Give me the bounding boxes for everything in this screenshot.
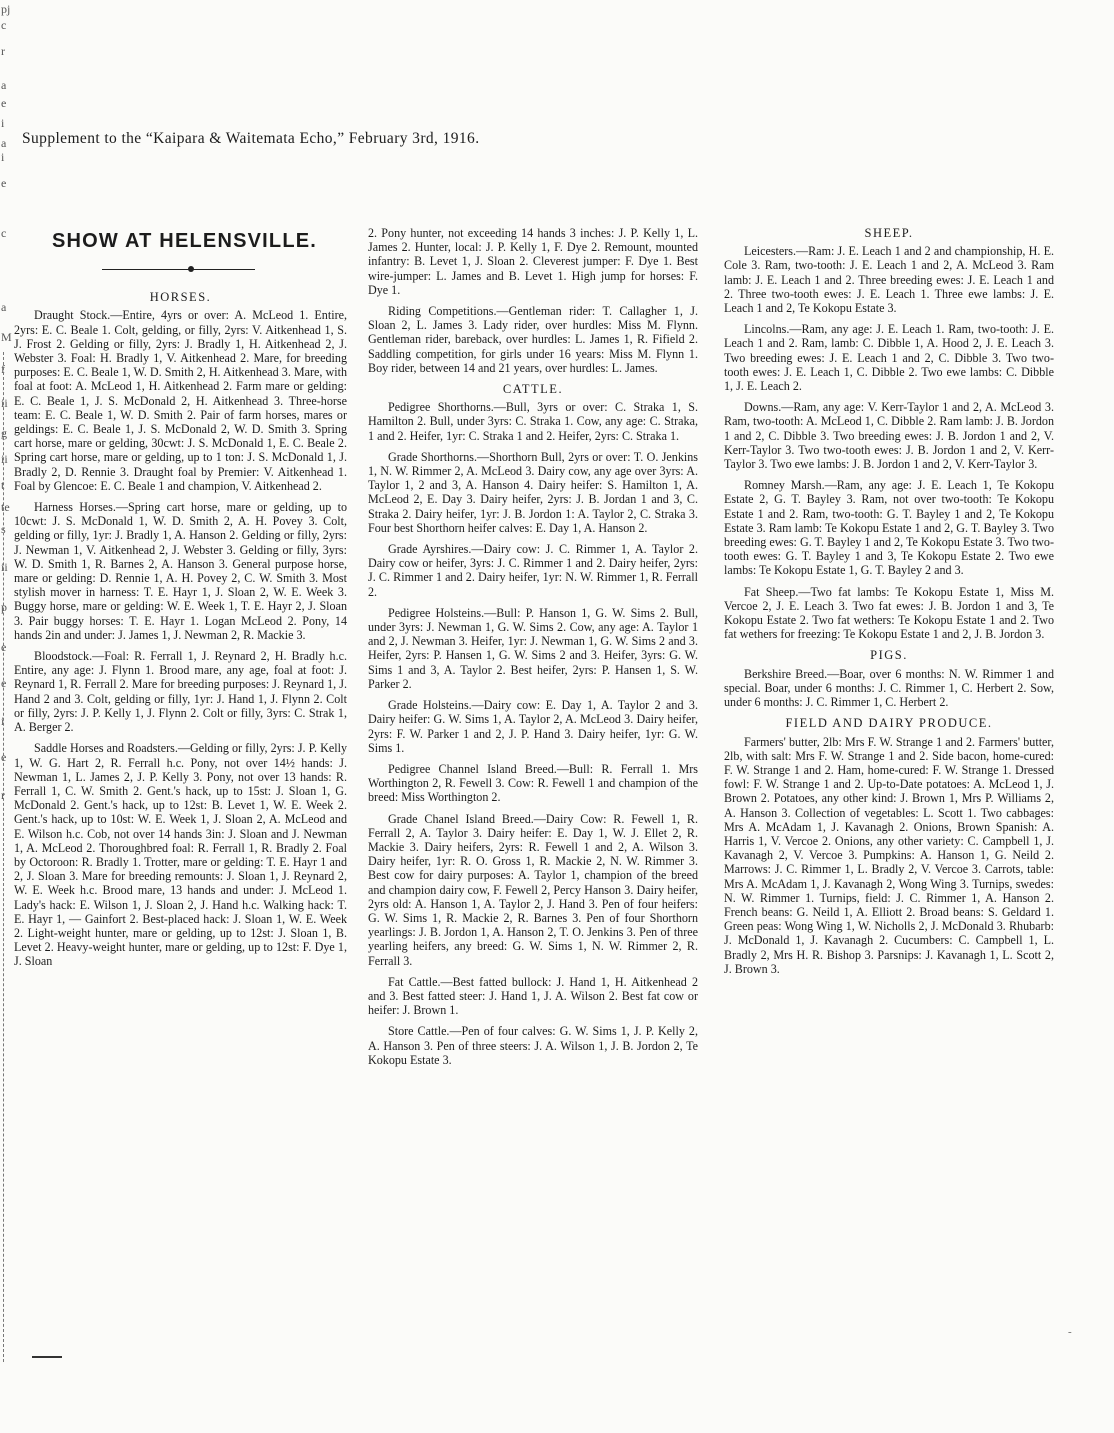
results-paragraph: Farmers' butter, 2lb: Mrs F. W. Strange 1 and 2. Farmers' butter, 2lb, with salt: Mrs F. W. Strange 1 and 2. Side bacon, home-cured: F. W. Strange 1 and 2. Ham, home-cured: F. W. Strange 1. Dressed fowl: F. W. Strange 1 and 2. Up-to-Date potatoes: A. McLeod 1, J. Brown 2. Potatoes, any other kind: J. Brown 1, Mrs P. Williams 2, A. Hanson 3. Collection of vegetables: L. Scott 1. Two cabbages: Mrs A. McAdam 1, J. Kavanagh 2. Onions, Brown Spanish: A. Harris 1, V. Vercoe 2. Onions, any other variety: C. Campbell 1, J. Kavanagh 2, V. Vercoe 3. Pumpkins: A. Hanson 1, G. Neild 2. Marrows: J. C. Rimmer 1, L. Bradly 2, V. Vercoe 3. Carrots, table: Mrs A. McAdam 1, J. Kavanagh 2, Wong Wing 3. Turnips, swedes: N. W. Rimmer 1. Turnips, field: J. C. Rimmer 1, A. Hanson 2. French beans: G. Neild 1, A. Elliott 2. Broad beans: S. Geldard 1. Green peas: Wong Wing 1, W. Nicholls 2, J. McDonald 3. Rhubarb: J. McDonald 1, J. Kavanagh 2. Cucumbers: C. Campbell 1, L. Bradly 2, Mrs H. R. Bishop 3. Parsnips: J. Kavanagh 1, L. Scott 2, J. Brown 3. bbox=[724, 734, 1054, 976]
edge-fragment: e bbox=[1, 176, 7, 190]
column-3 bbox=[724, 226, 1054, 983]
edge-fragment: te bbox=[1, 500, 10, 514]
results-paragraph: Riding Competitions.—Gentleman rider: T. Callagher 1, J. Sloan 2, L. James 3. Lady rider, over hurdles: Miss M. Flynn. Gentleman rider, bareback, over hurdles: L. James 1, R. Fifield 2. Saddling competition, for girls under 16 years: Miss M. Flynn 1. Boy rider, between 14 and 21 years, over hurdles: L. James. bbox=[368, 304, 698, 375]
bottom-rule-fragment bbox=[32, 1356, 62, 1358]
edge-fragment: pj bbox=[1, 2, 11, 16]
results-paragraph: Grade Shorthorns.—Shorthorn Bull, 2yrs or over: T. O. Jenkins 1, N. W. Rimmer 2, A. McLeod 3. Dairy cow, any age over 3yrs: A. Taylor 1, 2 and 3, A. Hanson 4. Dairy heifer: S. Hamilton 1, A. McLeod 2, E. Day 3. Dairy heifer, 2yrs: J. B. Jordan 1 and 3, C. Straka 2. Dairy heifer, 1yr: J. B. Jordon 1: A. Taylor 2, C. Straka 3. Four best Shorthorn heifer calves: E. Day 1, A. Hanson 2. bbox=[368, 449, 698, 535]
edge-fragment: a bbox=[1, 300, 7, 314]
edge-fragment: f bbox=[1, 362, 5, 376]
title-rule bbox=[14, 264, 347, 276]
column-1 bbox=[14, 226, 347, 976]
results-paragraph: Lincolns.—Ram, any age: J. E. Leach 1. Ram, two-tooth: J. E. Leach 1 and 2. Ram, lamb: C. Dibble 1, A. Hood 2, J. E. Leach 3. Two breeding ewes: J. E. Leach 1 and 2, C. Dibble 3. Two two-tooth ewes: J. E. Leach 1, C. Dibble 2. Two ewe lambs: C. Dibble 1, J. E. Leach 2. bbox=[724, 322, 1054, 394]
results-paragraph: Downs.—Ram, any age: V. Kerr-Taylor 1 and 2, A. McLeod 3. Ram, two-tooth: A. McLeod 1, C. Dibble 2. Ram lamb: J. B. Jordon 1 and 2, C. Dibble 3. Two breeding ewes: J. B. Jordon 1 and 2, V. Kerr-Taylor 3. Two two-tooth ewes: J. B. Jordon 1 and 2, V. Kerr-Taylor 3. Two ewe lambs: J. B. Jordon 1 and 2, V. Kerr-Taylor 3. bbox=[724, 400, 1054, 472]
results-paragraph: Pedigree Shorthorns.—Bull, 3yrs or over: C. Straka 1, S. Hamilton 2. Bull, under 3yrs: C. Straka 1. Cow, any age: C. Straka, 1 and 2. Heifer, 1yr: C. Straka 1 and 2. Heifer, 2yrs: C. Straka 1. bbox=[368, 400, 698, 443]
edge-fragment: ii bbox=[1, 396, 8, 410]
edge-fragment: e bbox=[1, 750, 7, 764]
edge-fragment: g bbox=[1, 426, 7, 440]
edge-fragment: e bbox=[1, 640, 7, 654]
section-heading: CATTLE. bbox=[502, 382, 564, 397]
section-heading: HORSES. bbox=[149, 290, 212, 305]
results-paragraph: Harness Horses.—Spring cart horse, mare or gelding, up to 10cwt: J. S. McDonald 1, W. D. Smith 2, A. H. Povey 3. Colt, gelding or filly, 1yr: J. Bradly 1, A. Hanson 2. Gelding or filly, 2yrs: J. Newman 1, V. Aitkenhead 2, J. Webster 3. Gelding or filly, 3yrs: W. D. Smith 1, R. Barnes 2, A. Hanson 3. General purpose horse, mare or gelding: D. Rennie 1, A. H. Povey 2, C. W. Smith 3. Most stylish mover in harness: T. E. Hayr 1, J. Sloan 2, W. E. Week 3. Buggy horse, mare or gelding: W. E. Week 1, T. E. Hayr 2, J. Sloan 3. Pair buggy horses: T. E. Hayr 1. Logan McLeod 2. Pony, 14 hands 2in and under: J. James 1, J. Newman 2, R. Mackie 3. bbox=[14, 500, 347, 642]
edge-fragment: c bbox=[1, 18, 7, 32]
edge-fragment: e bbox=[1, 676, 7, 690]
article-title: SHOW AT HELENSVILLE. bbox=[51, 230, 318, 252]
right-margin-mark: - bbox=[1068, 1326, 1072, 1338]
edge-fragment: i bbox=[1, 714, 5, 728]
results-paragraph: Draught Stock.—Entire, 4yrs or over: A. McLeod 1. Entire, 2yrs: E. C. Beale 1. Colt, gelding, or filly, 2yrs: V. Aitkenhead 1, S. J. Frost 2. Gelding or filly, 2yrs: J. Bradly 1, H. Aitkenhead 2, J. Webster 3. Foal: H. Bradly 1, V. Aitkenhead 2. Mare, for breeding purposes: E. C. Beale 1, W. D. Smith 2, H. Aitkenhead 3. Mare, with foal at foot: A. McLeod 1, H. Aitkenhead 2. Farm mare or gelding: E. C. Beale 1, J. S. McDonald 2, H. Aitkenhead 3. Three-horse team: E. C. Beale 1, W. D. Smith 2. Pair of farm horses, mares or geldings: E. C. Beale 1, J. S. McDonald 2, W. D. Smith 3. Spring cart horse, mare or gelding, 30cwt: J. S. McDonald 1, E. C. Beale 2. Spring cart horse, mare or gelding, up to 1 ton: J. S. McDonald 1, J. Bradly 2, D. Rennie 3. Draught foal by Premier: V. Aitkenhead 1. Foal by Glencoe: E. C. Beale 1 and champion, V. Aitkenhead 2. bbox=[14, 308, 347, 493]
edge-fragment: a bbox=[1, 136, 7, 150]
section-heading: PIGS. bbox=[870, 648, 908, 663]
results-paragraph: Pedigree Channel Island Breed.—Bull: R. Ferrall 1. Mrs Worthington 2, R. Fewell 3. Cow: R. Fewell 1 and champion of the breed: Miss Worthington 2. bbox=[368, 761, 698, 805]
edge-fragment: ii bbox=[1, 560, 8, 574]
results-paragraph: Fat Cattle.—Best fatted bullock: J. Hand 1, H. Aitkenhead 2 and 3. Best fatted steer: J. Hand 1, J. A. Wilson 2. Best fat cow or heifer: J. Brown 1. bbox=[368, 974, 698, 1018]
edge-fragment: p bbox=[1, 600, 7, 614]
results-paragraph: Store Cattle.—Pen of four calves: G. W. Sims 1, J. P. Kelly 2, A. Hanson 3. Pen of three steers: J. A. Wilson 1, J. B. Jordon 2, Te Kokopu Estate 3. bbox=[368, 1024, 698, 1067]
edge-fragment: s bbox=[1, 522, 6, 536]
results-paragraph: Berkshire Breed.—Boar, over 6 months: N. W. Rimmer 1 and special. Boar, under 6 months: J. C. Rimmer 1, C. Herbert 2. Sow, under 6 months: J. C. Rimmer 1, C. Herbert 2. bbox=[724, 666, 1054, 710]
edge-fragment: ii bbox=[1, 452, 8, 466]
section-heading: FIELD AND DAIRY PRODUCE. bbox=[785, 716, 993, 731]
edge-fragment: r bbox=[1, 788, 5, 802]
results-paragraph: Pedigree Holsteins.—Bull: P. Hanson 1, G. W. Sims 2. Bull, under 3yrs: J. Newman 1, G. W. Sims 2. Cow, any age: A. Taylor 1 and 2, J. Newman 3. Heifer, 1yr: J. Newman 1, G. W. Sims 2 and 3. Heifer, 2yrs: P. Hansen 1, G. W. Sims 2 and 3. Heifer, 3yrs: G. W. Sims 1 and 3, A. Taylor 2. Best heifer, 2yrs: P. Hansen 1, S. W. Parker 2. bbox=[368, 605, 698, 691]
results-paragraph: Grade Ayrshires.—Dairy cow: J. C. Rimmer 1, A. Taylor 2. Dairy cow or heifer, 3yrs: J. C. Rimmer 1 and 2. Dairy heifer, 2yrs: J. C. Rimmer 1 and 2. Dairy heifer, 1yr: N. W. Rimmer 1, R. Ferrall 2. bbox=[368, 542, 698, 599]
edge-fragment: c bbox=[1, 226, 7, 240]
column-2 bbox=[368, 226, 698, 1074]
edge-fragment: M bbox=[1, 330, 12, 344]
edge-fragment: r bbox=[1, 44, 5, 58]
page-header: Supplement to the “Kaipara & Waitemata Echo,” February 3rd, 1916. bbox=[22, 130, 480, 147]
edge-fragment: i bbox=[1, 150, 5, 164]
results-paragraph: 2. Pony hunter, not exceeding 14 hands 3 inches: J. P. Kelly 1, L. James 2. Hunter, local: J. P. Kelly 1, F. Dye 2. Remount, mounted infantry: B. Levet 1, J. Sloan 2. Cleverest jumper: F. Dye 1. Best wire-jumper: L. James and B. Levet 1. High jump for horses: F. Dye 1. bbox=[368, 226, 698, 297]
edge-fragment: t bbox=[1, 478, 5, 492]
results-paragraph: Saddle Horses and Roadsters.—Gelding or filly, 2yrs: J. P. Kelly 1, W. G. Hart 2, R. Ferrall h.c. Pony, not over 14½ hands: J. Newman 1, L. James 2, J. P. Kelly 3. Pony, not over 13 hands: R. Ferrall 1, C. W. Smith 2. Gent.'s hack, up to 15st: J. Sloan 1, G. McDonald 2. Gent.'s hack, up to 12st: B. Levet 1, W. E. Week 2. Gent.'s hack, up to 10st: W. E. Week 1, J. Sloan 2, A. McLeod and E. Wilson h.c. Cob, not over 14 hands 3in: J. Sloan and J. Newman 1, A. McLeod 2. Thoroughbred foal: R. Ferrall 1, R. Bradly 2. Foal by Octoroon: R. Bradly 1. Trotter, mare or gelding: T. E. Hayr 1 and 2, J. Sloan 3. Mare for breeding remounts: J. Sloan 1, J. Reynard 2, W. E. Week h.c. Brood mare, 13 hands and under: J. McLeod 1. Lady's hack: E. Wilson 1, J. Sloan 2, J. Hand h.c. Walking hack: T. E. Hayr 1, — Gainfort 2. Best-placed hack: J. Sloan 1, W. E. Week 2. Light-weight hunter, mare or gelding, up to 12st: J. Sloan 1, B. Levet 2. Heavy-weight hunter, mare or gelding, up to 12st: F. Dye 1, J. Sloan bbox=[14, 741, 347, 969]
section-heading: SHEEP. bbox=[864, 226, 914, 240]
results-paragraph: Leicesters.—Ram: J. E. Leach 1 and 2 and championship, H. E. Cole 3. Ram, two-tooth: J. E. Leach 1 and 2, A. McLeod 3. Ram lamb: J. E. Leach 1 and 2. Three breeding ewes: J. E. Leach 1 and 2. Three two-tooth ewes: J. E. Leach 1. Three ewe lambs: J. E. Leach 1 and 2, Te Kokopu Estate 3. bbox=[724, 244, 1054, 316]
results-paragraph: Bloodstock.—Foal: R. Ferrall 1, J. Reynard 2, H. Bradly h.c. Entire, any age: J. Flynn 1. Brood mare, any age, foal at foot: J. Reynard 1, R. Ferrall 2. Mare for breeding purposes: J. Reynard 1, J. Hand 2 and 3. Colt, gelding or filly, 1yr: J. Hand 1, J. Flynn 2. Colt or filly, 2yrs: J. P. Kelly 1, J. Flynn 2. Colt or filly, 3yrs: C. Strak 1, A. Berger 2. bbox=[14, 649, 347, 735]
edge-fragment: а bbox=[1, 78, 7, 92]
edge-fragment: i bbox=[1, 116, 5, 130]
edge-fragment: e bbox=[1, 96, 7, 110]
results-paragraph: Romney Marsh.—Ram, any age: J. E. Leach 1, Te Kokopu Estate 2, G. T. Bayley 3. Ram, not over two-tooth: Te Kokopu Estate 1 and 2. Ram, two-tooth: G. T. Bayley 1 and 2, Te Kokopu Estate 3. Ram lamb: Te Kokopu Estate 1 and 2, G. T. Bayley 3. Two breeding ewes: G. T. Bayley 1 and 2, Te Kokopu Estate 3. Two two-tooth ewes: G. T. Bayley 1 and 3, Te Kokopu Estate 2. Two ewe lambs: Te Kokopu Estate 1, G. T. Bayley 2 and 3. bbox=[724, 478, 1054, 578]
results-paragraph: Fat Sheep.—Two fat lambs: Te Kokopu Estate 1, Miss M. Vercoe 2, J. E. Leach 3. Two fat ewes: J. B. Jordon 1 and 3, Te Kokopu Estate 2. Two fat wethers: Te Kokopu Estate 1 and 2. Two fat wethers for freezing: Te Kokopu Estate 1 and 2, J. B. Jordon 3. bbox=[724, 584, 1054, 642]
results-paragraph: Grade Holsteins.—Dairy cow: E. Day 1, A. Taylor 2 and 3. Dairy heifer: G. W. Sims 1, A. Taylor 2, A. McLeod 3. Dairy heifer, 2yrs: F. W. Parker 1 and 2, J. P. Hand 3. Dairy heifer, 1yr: G. W. Sims 1. bbox=[368, 698, 698, 755]
results-paragraph: Grade Chanel Island Breed.—Dairy Cow: R. Fewell 1, R. Ferrall 2, A. Taylor 3. Dairy heifer: E. Day 1, W. J. Ellet 2, R. Mackie 3. Dairy heifers, 2yrs: R. Fewell 1 and 2, A. Wilson 3. Dairy heifer, 1yr: R. O. Gross 1, R. Mackie 2, N. W. Rimmer 3. Best cow for dairy purposes: A. Taylor 1, champion of the breed and champion dairy cow, F. Fewell 2, Percy Hanson 3. Dairy heifer, 2yrs old: A. Hanson 1, A. Taylor 2, J. Hand 3. Pen of four heifers: G. W. Sims 1, R. Mackie 2, R. Barnes 3. Pen of four Shorthorn yearlings: J. B. Jordon 1, A. Hanson 2, T. O. Jenkins 3. Pen of three yearling heifers, any breed: G. W. Sims 1, N. W. Rimmer 2, R. Ferrall 3. bbox=[368, 811, 698, 968]
left-edge-bleed bbox=[0, 0, 12, 1433]
